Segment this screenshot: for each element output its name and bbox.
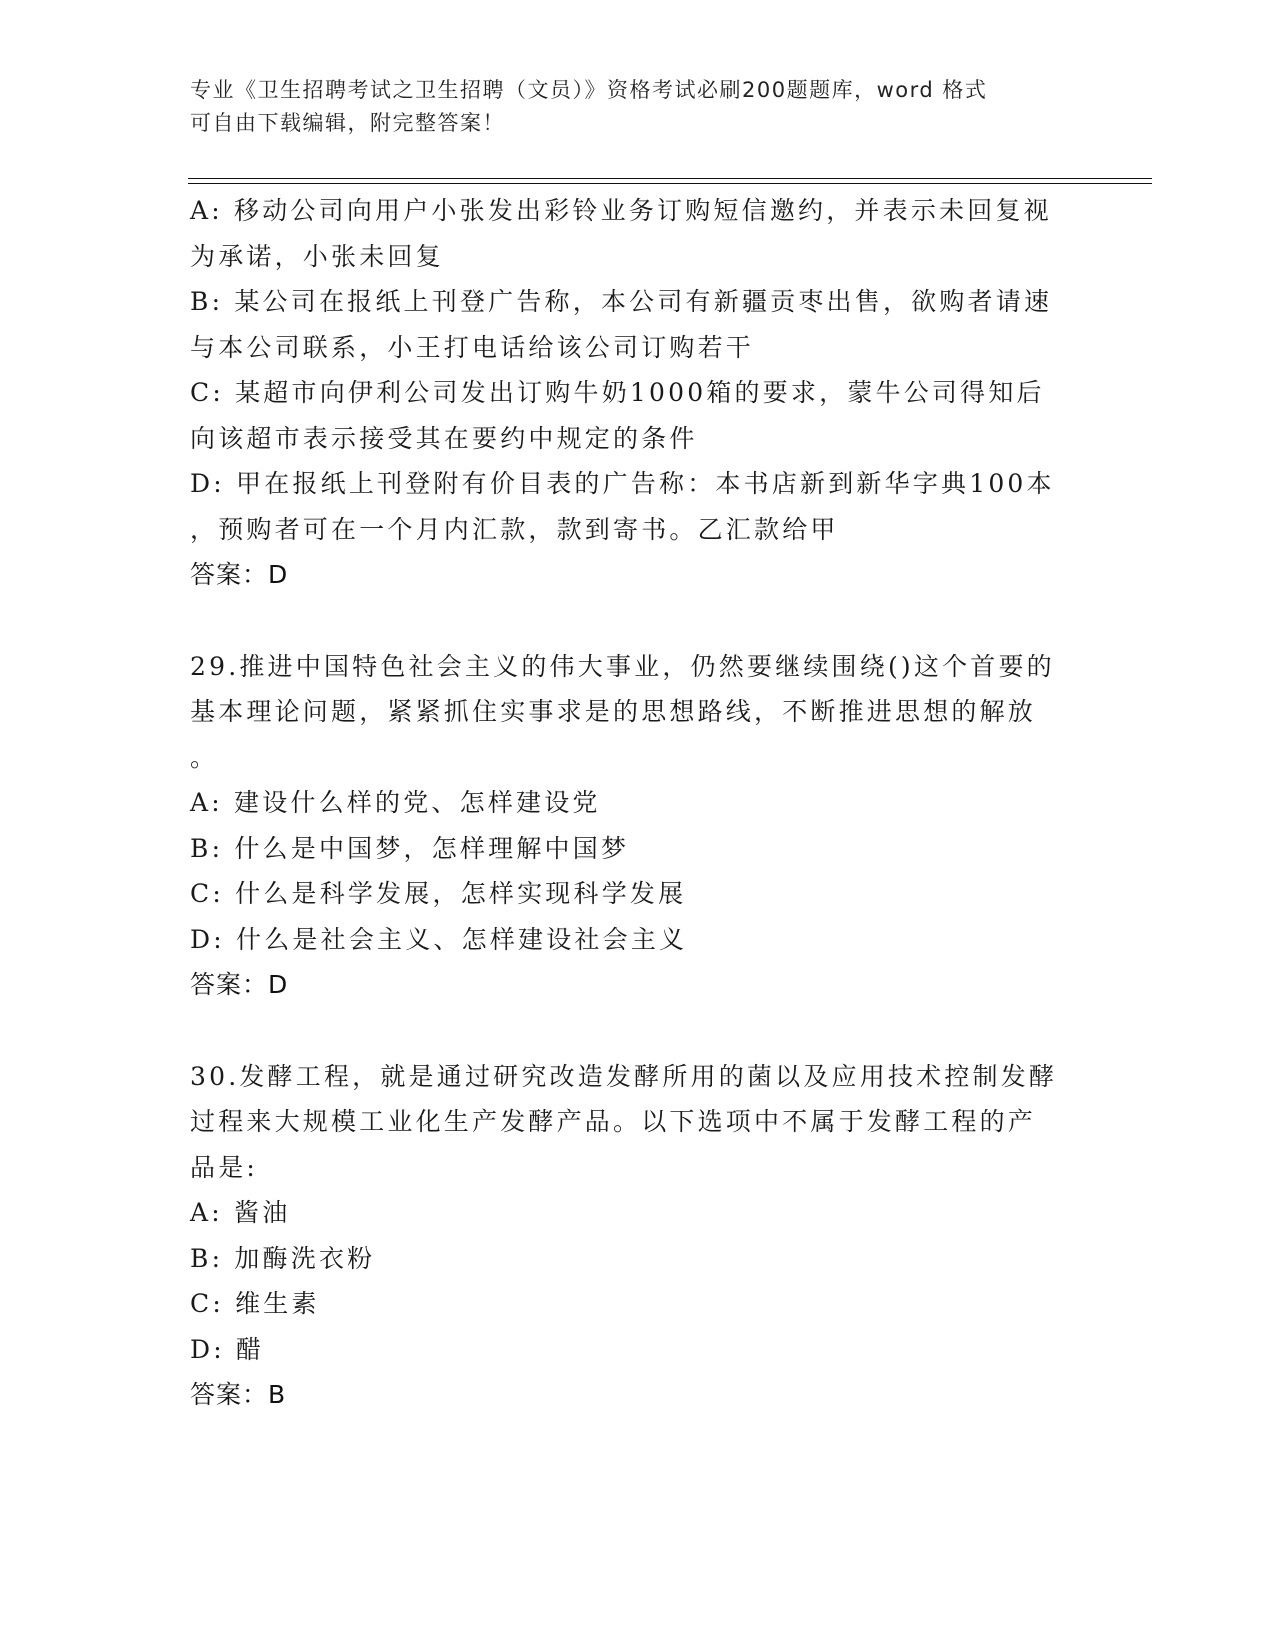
q28-option-c-line-1: C: 某超市向伊利公司发出订购牛奶1000箱的要求，蒙牛公司得知后 bbox=[190, 378, 1045, 407]
header-line-2: 可自由下载编辑，附完整答案！ bbox=[190, 111, 505, 135]
q28-option-d-line-2: ，预购者可在一个月内汇款，款到寄书。乙汇款给甲 bbox=[190, 514, 839, 544]
header-divider-bottom bbox=[188, 183, 1152, 184]
q28-option-c-line-2: 向该超市表示接受其在要约中规定的条件 bbox=[190, 423, 698, 453]
q29-stem-line-3: 。 bbox=[190, 742, 219, 772]
q29-stem-line-2: 基本理论问题，紧紧抓住实事求是的思想路线，不断推进思想的解放 bbox=[190, 697, 1037, 726]
q30-option-c: C: 维生素 bbox=[190, 1289, 320, 1318]
header-divider-top bbox=[188, 178, 1152, 179]
q29-answer: 答案：D bbox=[190, 970, 289, 999]
q29-option-d: D: 什么是社会主义、怎样建设社会主义 bbox=[190, 924, 688, 954]
question-29-block bbox=[190, 644, 1090, 1008]
q28-option-b-line-1: B: 某公司在报纸上刊登广告称，本公司有新疆贡枣出售，欲购者请速 bbox=[190, 287, 1053, 316]
q30-stem-line-1: 30.发酵工程，就是通过研究改造发酵所用的菌以及应用技术控制发酵 bbox=[190, 1061, 1058, 1091]
q29-option-b: B: 什么是中国梦，怎样理解中国梦 bbox=[190, 833, 630, 863]
q28-option-d-line-1: D: 甲在报纸上刊登附有价目表的广告称：本书店新到新华字典100本 bbox=[190, 469, 1055, 498]
q28-answer: 答案：D bbox=[190, 560, 289, 589]
document-header bbox=[190, 74, 1070, 140]
question-spacer bbox=[190, 1008, 1090, 1054]
q30-option-a: A: 酱油 bbox=[190, 1198, 291, 1227]
question-30-block bbox=[190, 1054, 1090, 1418]
header-line-1: 专业《卫生招聘考试之卫生招聘（文员）》资格考试必刷200题题库，word 格式 bbox=[190, 78, 988, 102]
q28-option-b-line-2: 与本公司联系，小王打电话给该公司订购若干 bbox=[190, 332, 755, 362]
q29-option-c: C: 什么是科学发展，怎样实现科学发展 bbox=[190, 879, 687, 908]
q30-stem-line-2: 过程来大规模工业化生产发酵产品。以下选项中不属于发酵工程的产 bbox=[190, 1107, 1037, 1136]
q28-option-a-line-2: 为承诺，小张未回复 bbox=[190, 241, 444, 271]
q29-stem-line-1: 29.推进中国特色社会主义的伟大事业，仍然要继续围绕()这个首要的 bbox=[190, 651, 1055, 681]
question-spacer bbox=[190, 598, 1090, 644]
q30-stem-line-3: 品是: bbox=[190, 1152, 259, 1182]
q30-option-d: D: 醋 bbox=[190, 1334, 265, 1364]
document-body bbox=[190, 188, 1090, 1418]
q30-answer: 答案：B bbox=[190, 1380, 287, 1409]
q28-option-a-line-1: A: 移动公司向用户小张发出彩铃业务订购短信邀约，并表示未回复视 bbox=[190, 196, 1052, 225]
question-28-block bbox=[190, 188, 1090, 598]
q30-option-b: B: 加酶洗衣粉 bbox=[190, 1243, 376, 1273]
q29-option-a: A: 建设什么样的党、怎样建设党 bbox=[190, 788, 601, 817]
